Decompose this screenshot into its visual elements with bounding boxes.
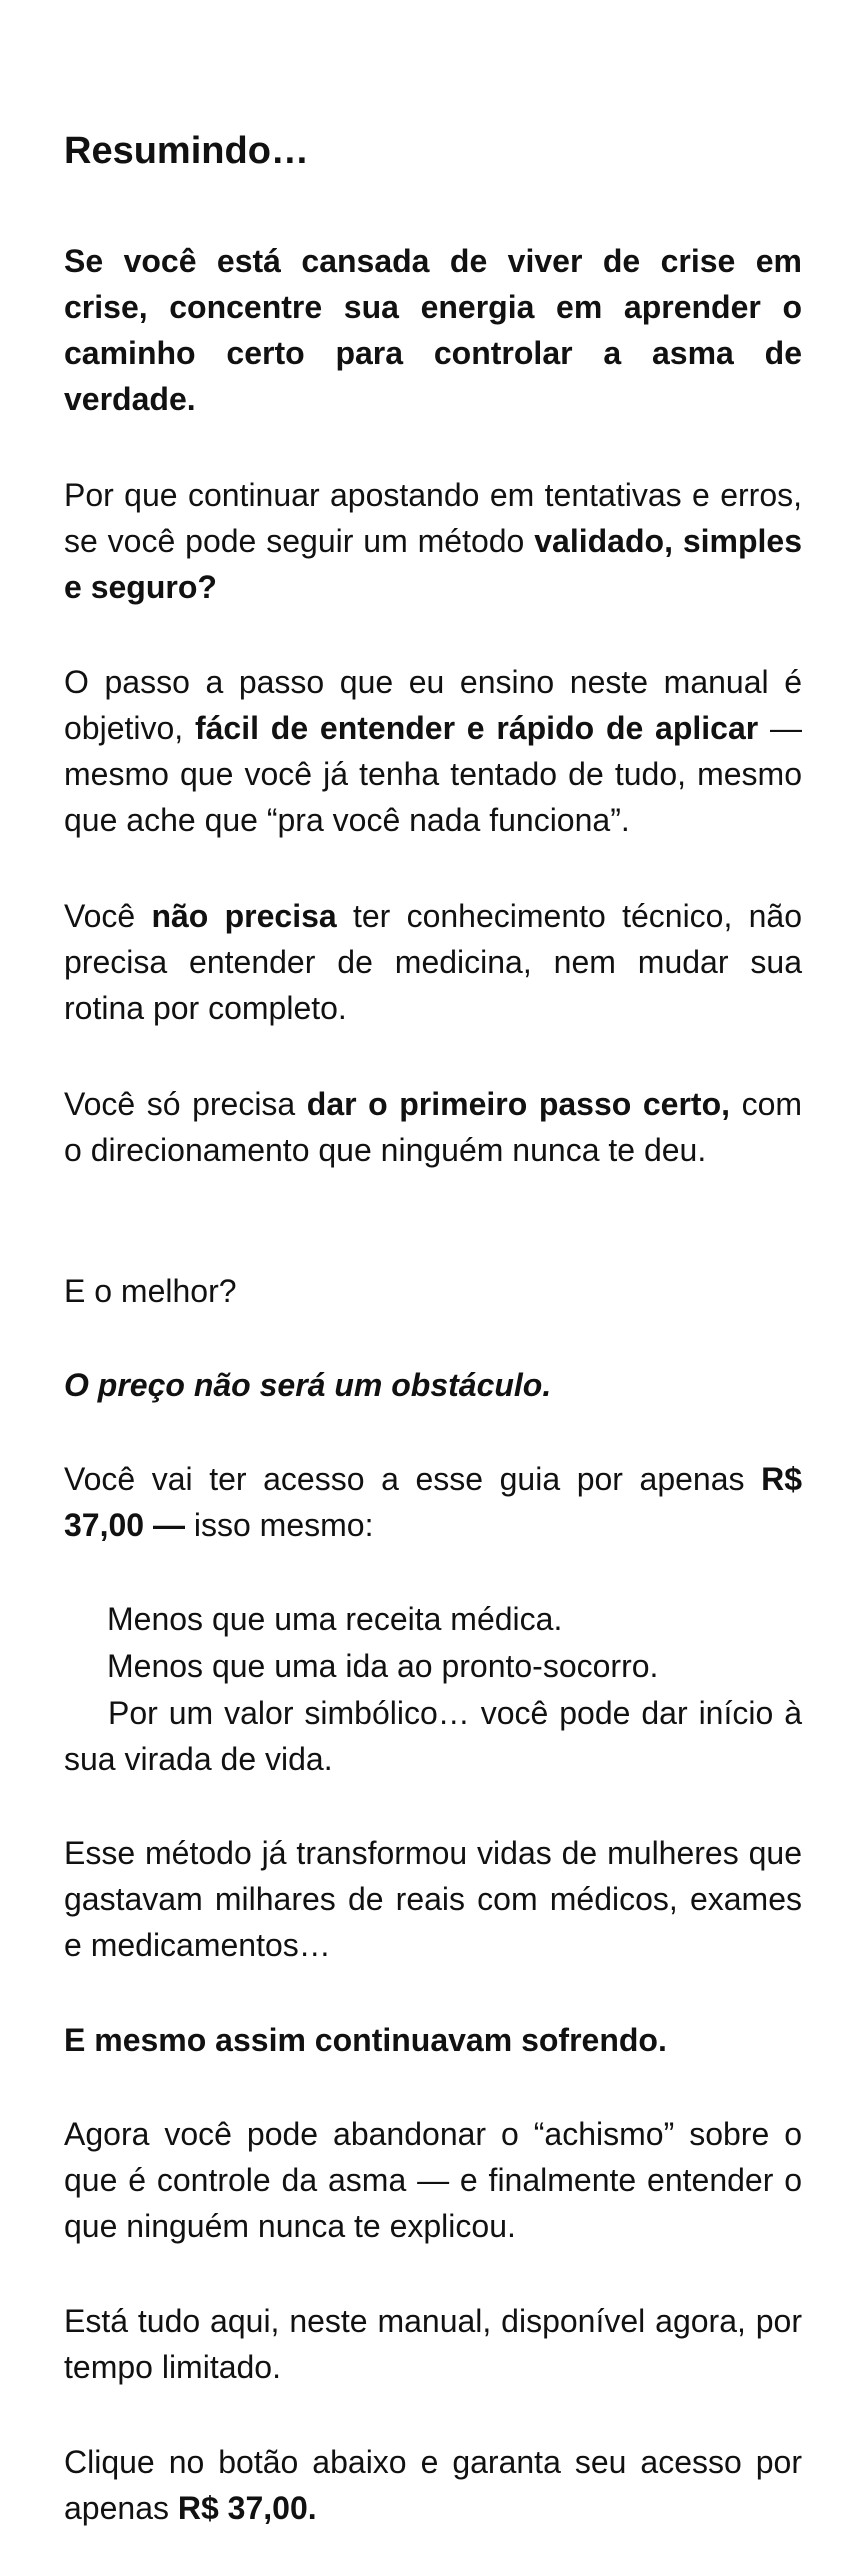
first-step-text-start: Você só precisa: [64, 1086, 307, 1122]
paragraph-call-to-action: [64, 2439, 802, 2531]
price-text-start: Você vai ter acesso a esse guia por apenas: [64, 1461, 762, 1497]
no-knowledge-bold-text: não precisa: [151, 898, 337, 934]
paragraph-method: [64, 472, 802, 610]
cta-price-text: R$ 37,00.: [177, 2490, 317, 2526]
paragraph-still-suffering: [64, 2017, 802, 2063]
method-bold-text: validado, simples e seguro?: [64, 523, 803, 605]
cta-text: Clique no botão abaixo e garanta seu acesso por apenas: [64, 2444, 802, 2526]
no-knowledge-text-end: ter conhecimento técnico, não precisa entender de medicina, nem mudar sua rotina por completo.: [64, 898, 803, 1026]
no-knowledge-text-start: Você: [64, 898, 152, 934]
paragraph-price-obstacle: [64, 1362, 802, 1408]
first-step-bold-text: dar o primeiro passo certo,: [306, 1086, 731, 1122]
list-item-prescription: Menos que uma receita médica.: [107, 1601, 563, 1637]
paragraph-intro: [64, 238, 802, 422]
step-text-end: — mesmo que você já tenha tentado de tudo, mesmo que ache que “pra você nada funciona”.: [64, 710, 803, 838]
paragraph-no-knowledge: [64, 893, 802, 1031]
paragraph-step-by-step: [64, 659, 802, 843]
price-obstacle-text: O preço não será um obstáculo.: [64, 1367, 552, 1403]
still-suffering-text: E mesmo assim continuavam sofrendo.: [64, 2022, 667, 2058]
method-text: Por que continuar apostando em tentativas e erros, se você pode seguir um método: [64, 477, 802, 559]
paragraph-best-part: E o melhor?: [64, 1273, 237, 1309]
section-heading: Resumindo…: [64, 130, 309, 172]
paragraph-first-step: [64, 1081, 802, 1173]
paragraph-transformed-lives: Esse método já transformou vidas de mulheres que gastavam milhares de reais com médicos, exames e medicamentos…: [64, 1835, 802, 1963]
paragraph-price: [64, 1456, 802, 1548]
intro-bold-text: Se você está cansada de viver de crise em crise, concentre sua energia em aprender o caminho certo para controlar a asma de verdade.: [64, 243, 802, 417]
price-text-end: isso mesmo:: [184, 1507, 374, 1543]
price-bold-text: R$ 37,00 —: [64, 1461, 802, 1543]
step-bold-text: fácil de entender e rápido de aplicar: [194, 710, 759, 746]
paragraph-abandon-guessing: Agora você pode abandonar o “achismo” sobre o que é controle da asma — e finalmente entender o que ninguém nunca te explicou.: [64, 2116, 802, 2244]
step-text-start: O passo a passo que eu ensino neste manual é objetivo,: [64, 664, 802, 746]
list-item-emergency: Menos que uma ida ao pronto-socorro.: [107, 1648, 659, 1684]
first-step-text-end: com o direcionamento que ninguém nunca te deu.: [64, 1086, 803, 1168]
paragraph-available-now: Está tudo aqui, neste manual, disponível agora, por tempo limitado.: [64, 2303, 802, 2385]
list-item-symbolic-value: Por um valor simbólico… você pode dar início à sua virada de vida.: [64, 1695, 802, 1777]
